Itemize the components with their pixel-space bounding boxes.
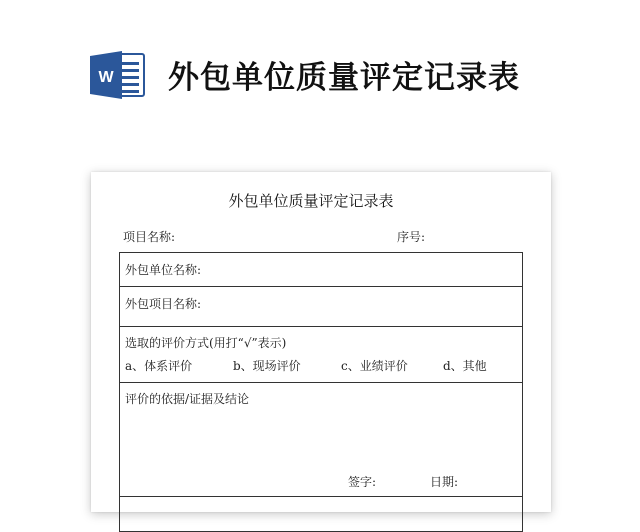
- date-label: 日期:: [430, 475, 459, 489]
- evaluation-method-row: [120, 327, 522, 383]
- option-performance-evaluation: c、业绩评价: [341, 359, 408, 373]
- evaluation-form-table: [119, 252, 523, 532]
- unit-name-row: [120, 253, 522, 287]
- serial-number-label: 序号:: [397, 230, 426, 244]
- unit-name-label: 外包单位名称:: [125, 263, 202, 277]
- page-title: 外包单位质量评定记录表: [168, 60, 520, 96]
- document-title: 外包单位质量评定记录表: [228, 192, 394, 210]
- signature-label: 签字:: [348, 475, 377, 489]
- evaluation-method-label: 选取的评价方式(用打“√”表示): [125, 336, 287, 350]
- project-label: 外包项目名称:: [125, 297, 202, 311]
- option-site-evaluation: b、现场评价: [233, 359, 301, 373]
- word-icon-letter: W: [98, 69, 114, 86]
- project-row: [120, 287, 522, 327]
- option-system-evaluation: a、体系评价: [125, 359, 193, 373]
- page-header: [0, 0, 640, 150]
- evaluation-basis-label: 评价的依据/证据及结论: [125, 392, 250, 406]
- project-name-label: 项目名称:: [123, 230, 176, 244]
- document-preview: [91, 172, 551, 512]
- option-other: d、其他: [443, 359, 487, 373]
- evaluation-basis-row: [120, 383, 522, 497]
- word-document-icon: [88, 50, 148, 100]
